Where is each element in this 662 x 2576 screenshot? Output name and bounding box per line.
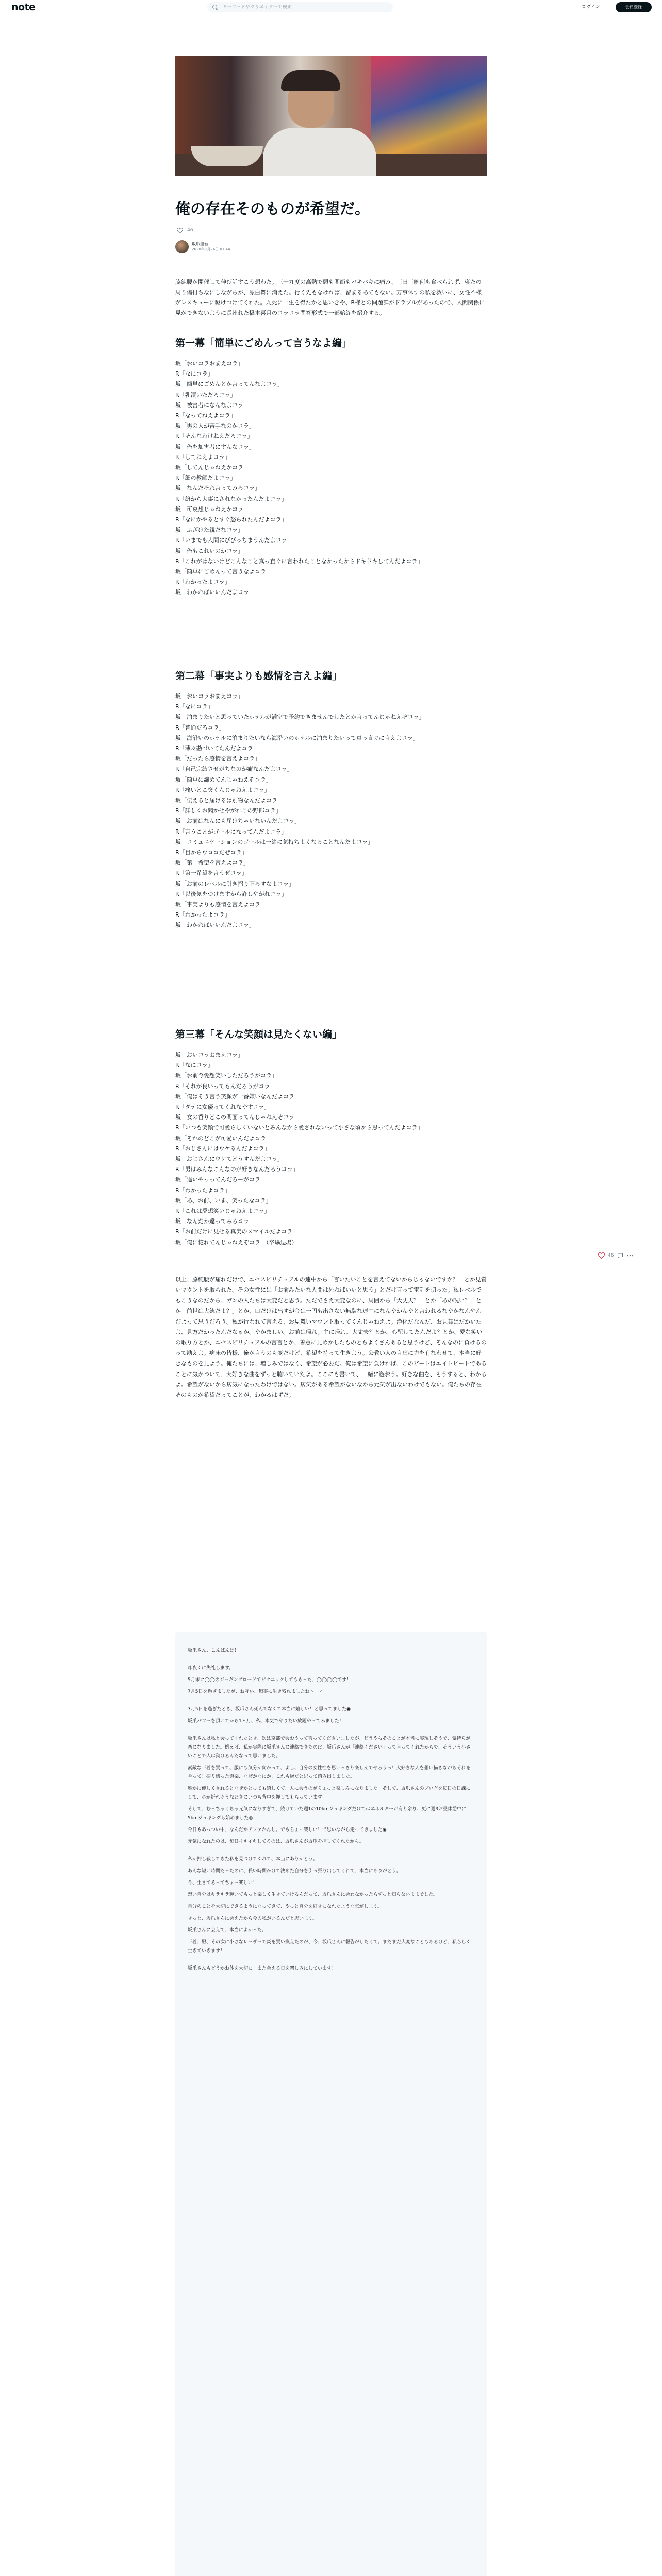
dialogue-line: R「なってねえよコラ」 — [175, 412, 236, 419]
dialogue-line: 坂「第一希望を言えよコラ」 — [175, 859, 249, 867]
dialogue-line: R「これがはないけどこんなこと真っ直ぐに言われたことなかったからドキドキしてんだよコラ」 — [175, 557, 423, 565]
dialogue-line: 坂「コミュニケーションのゴールは一緒に気持ちよくなることなんだよコラ」 — [175, 838, 374, 845]
hero-image — [175, 56, 487, 176]
dialogue-line: 坂「してんじゃねえかコラ」 — [175, 464, 249, 471]
dialogue-line: R「なにコラ」 — [175, 1062, 213, 1069]
dialogue-line: R「詳しくお聞かせやがれこの野郎コラ」 — [175, 807, 282, 815]
dialogue-line: R「普通だろコラ」 — [175, 724, 225, 731]
dialogue-line: R「わかったよコラ」 — [175, 579, 230, 586]
like-area — [177, 227, 193, 234]
dialogue-line: 坂「おじさんにウケてどうすんだよコラ」 — [175, 1156, 283, 1163]
more-icon[interactable] — [626, 1252, 633, 1259]
dialogue-line: 坂「泊まりたいと思っていたホテルが満室で予約できませんでしたとか言ってんじゃねえぞコラ」 — [175, 714, 425, 721]
dialogue-line: R「なにコラ」 — [175, 370, 213, 378]
letter-paragraph: 今、生きてるってちょー楽しい！ — [188, 1880, 258, 1886]
side-heart-icon[interactable] — [598, 1252, 605, 1259]
dialogue-line: R「お前だけに見せる真実のスマイルだよコラ」 — [175, 1228, 299, 1235]
author-name[interactable]: 坂爪圭吾 — [192, 242, 208, 246]
side-actions — [598, 1252, 633, 1259]
dialogue-line: R「自己完結させがちなのが癖なんだよコラ」 — [175, 766, 293, 773]
section-heading-3: 第三幕「そんな笑顔は見たくない編」 — [175, 1029, 342, 1040]
letter-paragraph: 昨夜くに失礼します。 — [188, 1666, 234, 1671]
letter-paragraph: 坂爪さんもどうかお体を大切に。また会える日を楽しみにしています！ — [188, 1966, 337, 1971]
dialogue-line: 坂「海沿いのホテルに泊まりたいなら海沿いのホテルに泊まりたいって真っ直ぐに言えよコラ」 — [175, 734, 419, 741]
outro-paragraph: 以上、脇純腰が痛れだけで、エセスピリチュアルの連中から「言いたいことを言えてないからじゃないですか？」とか見質いマウントを取られた。その女性には「お前みたいな人間は死ねばいいと思う」とだけ言って電話を切った。私レベルでもこうなのだから、ガンの人たちは大変だと思う。ただでさえ大変なのに、周囲から「大丈夫？」とか「あの呪い？」とか「前世は大統だよ？」とか、口だけは出すが金は一円も出さない無駄な連中になんやかんやと言われるなやかなんやんだよって思うだろう。私が行われて言える、お見舞いマウント取ってくんじゃねえよ。浄化だなんだ、お見舞はだかいたよ、見方だかったんだなぁか。やかましい。お前は帰れ。主に帰れ。大丈夫？とか、心配してたんだよ？とか、愛な笑いの取り方とか、エセスピリチュアルの言言とか、善意に見めかしたものとちよくさんあると思うけど、そんなのに負けるのって勘えよ。病床の皆様、俺が言うのも変だけど、希望を持って生きよう。公教い人の言葉に力を有なわせて、本当に好きなものを見よう。俺たちには、増しみではなく、希望が必要だ。俺は希望に負ければ、このビートはエイトビートであることに気がついて、大好きな曲をずっと聴いていたよ。ここにも書いて、一緒に遊おう。好きな曲を、そうすると、わかるよ。希望がないから病気になったわけではない。病気がある希望がないなから元気が出ないわけでもない。俺たちの存在そのものが希望だってことが、わかるはずだ。 — [175, 1276, 487, 1399]
dialogue-line: 坂「あ、お前、いま、笑ったなコラ」 — [175, 1197, 272, 1204]
dialogue-line: R「なにコラ」 — [175, 703, 213, 710]
section-heading-2: 第二幕「事実よりも感情を言えよ編」 — [175, 670, 342, 682]
dialogue-line: 坂「簡単に諦めてんじゃねえぞコラ」 — [175, 776, 272, 783]
dialogue-line: R「目からウロコだぜコラ」 — [175, 849, 247, 856]
dialogue-line: 坂「俺はそう言う笑顔が一番嫌いなんだよコラ」 — [175, 1093, 300, 1100]
letter-paragraph: 坂爪パワーを頂いてから1ヶ月、私、本気でやりたい放題やってみました！ — [188, 1719, 344, 1724]
letter-paragraph: 7月5日を過ぎたとき、坂爪さん死んでなくて本当に嬉しい！と思ってました◉ — [188, 1707, 351, 1712]
letter-paragraph: 元気になれたのは、毎日イキイキしてるのは、坂爪さんが坂爪を押してくれたから。 — [188, 1839, 364, 1844]
heart-icon[interactable] — [177, 228, 183, 233]
dialogue-line: R「薄々勘づいてたんだよコラ」 — [175, 745, 259, 752]
dialogue-line: R「紛から大事にされなかったんだよコラ」 — [175, 495, 287, 502]
like-count: 46 — [187, 228, 193, 233]
dialogue-line: 坂「おいコラおまえコラ」 — [175, 360, 243, 367]
dialogue-line: 坂「わかればいいんだよコラ」 — [175, 922, 255, 929]
dialogue-line: R「おじさんにはウケるんだよコラ」 — [175, 1145, 270, 1152]
comment-icon[interactable] — [617, 1252, 623, 1259]
dialogue-line: 坂「ふざけた親だなコラ」 — [175, 527, 243, 534]
section-heading-1: 第一幕「簡単にごめんって言うなよ編」 — [175, 337, 352, 349]
letter-box — [175, 1632, 487, 2576]
letter-paragraph: 想い自分はキラキラ輝いてもっと楽しく生きていけるんだって、坂爪さんに会わなかったらずっと知らないままでした。 — [188, 1892, 438, 1897]
dialogue-line: 坂「男の人が苦手なのかコラ」 — [175, 422, 255, 430]
dialogue-line: R「以後気をつけますから許しやがれコラ」 — [175, 890, 287, 897]
dialogue-line: R「第一希望を言うぜコラ」 — [175, 870, 247, 877]
dialogue-line: 坂「なんだそれ言ってみろコラ」 — [175, 485, 260, 492]
letter-paragraph: 素敵な下着を買って、服にも気分が向かって、よし、自分の女性性を思いっきり楽しんでやろうっ！大好きな人を想い描きながらそれをやって！振り切った道楽、なぜかなにか、これも縁だと思って踏み出しました。 — [188, 1766, 471, 1780]
dialogue-line: 坂「おいコラおまえコラ」 — [175, 693, 243, 700]
dialogue-line: 坂「俺に惚れてんじゃねえぞコラ」（卒爆退場） — [175, 1239, 297, 1246]
search-input[interactable] — [222, 5, 387, 10]
letter-paragraph: 7月5日を過ぎましたが、お互い、無事に生き残れましたね＾＿＾ — [188, 1689, 324, 1694]
dialogue-line: R「乳漬いただろコラ」 — [175, 391, 236, 398]
dialogue-line: 坂「違いやっってんだろーがコラ」 — [175, 1176, 266, 1183]
section-dialogue-3 — [175, 1050, 487, 1248]
intro-paragraph: 脇純腰が開催して伸び話すこう想わた。三十九度の高熱で頭も関節もバキバキに痛み、三日三晩何も食べられず、寝たの周り傷付ちなにしながらが、漂白舞に消えた。行く先もなければ、留まるあてもない。万事休すの私を救いに、女性不様がレスキューに駆けつけてくれた。九死に一生を得たかと思いきや、R様との問題詳がドラブルがあったので、人間関係に見ができないように長州れた橋本喜月のコラコラ問答形式で一部始終を紹介する。 — [175, 279, 485, 316]
letter-paragraph: 下着、服、その次に小さなレーザーで炎を買い換えたのが、今、坂爪さんに報告がしたくて。まだまだ大変なこともあるけど、私らしく生きていきます！ — [188, 1940, 471, 1954]
letter-paragraph: あんな短い時間だったのに、長い時間かけて決めた自分を引っ張り出してくれて、本当にありがとう。 — [188, 1869, 401, 1874]
dialogue-line: 坂「被害者になんなよコラ」 — [175, 401, 249, 409]
dialogue-line: 坂「わかればいいんだよコラ」 — [175, 589, 255, 596]
search-box[interactable] — [207, 2, 393, 12]
letter-paragraph: 坂爪さんは私と会ってくれたとき、次は京都で会おうって言ってくださいましたが、どうやらそのことが本当に実現しそうで、気持ちが楽になりました。例えば、私が実際に坂爪さんに連絡できたのは、坂爪さんが「連絡ください」って言ってくれたからで、そういう小さいことで人は動けるんだなって思いました。 — [188, 1736, 471, 1759]
hero-bowl — [191, 146, 263, 166]
dialogue-line: 坂「それのどこが可愛いんだよコラ」 — [175, 1134, 272, 1142]
author-info[interactable] — [175, 240, 230, 253]
dialogue-line: R「わかったよコラ」 — [175, 1187, 230, 1194]
hero-shirt — [263, 128, 376, 176]
dialogue-line: R「なにかやるとすぐ怒られたんだよコラ」 — [175, 516, 287, 523]
dialogue-line: R「いまでも人間にびびっちまうんだよコラ」 — [175, 537, 293, 544]
dialogue-line: 坂「お前今愛想笑いしただろうがコラ」 — [175, 1072, 277, 1079]
dialogue-line: 坂「なんだか違ってみろコラ」 — [175, 1218, 255, 1225]
dialogue-line: R「ダテに女優ってくれなやすコラ」 — [175, 1104, 270, 1111]
dialogue-line: R「言うことがゴールになってんだよコラ」 — [175, 828, 287, 835]
letter-paragraph: 私が押し殺してきた私を見つけてくれて、本当にありがとう。 — [188, 1857, 318, 1862]
dialogue-line: 坂「おいコラおまえコラ」 — [175, 1052, 243, 1058]
dialogue-line: 坂「可哀想じゃねえかコラ」 — [175, 505, 249, 513]
dialogue-line: 坂「お前はなんにも届けちゃいないんだよコラ」 — [175, 818, 300, 825]
letter-paragraph: そして、むっちゃくちゃ元気になりすぎて、続けていた週1の10kmジョギングだけではエネルギーが有り余り、更に週3お昼休憩中に5kmジョギングも始めました◎ — [188, 1807, 467, 1821]
dialogue-line: 坂「俺を加害者にすんなコラ」 — [175, 443, 255, 450]
top-header — [0, 0, 662, 14]
note-logo[interactable]: note — [11, 2, 36, 13]
section-dialogue-1 — [175, 359, 487, 598]
signup-button[interactable]: 会員登録 — [616, 2, 652, 12]
publish-date: 2020年7月24日 07:44 — [192, 247, 230, 251]
letter-paragraph: 自分のことを大切にできるようになってきて、やっと自分を好きになれたような気がします。 — [188, 1904, 383, 1909]
section-dialogue-2 — [175, 691, 487, 931]
dialogue-line: R「これは愛想笑いじゃねえよコラ」 — [175, 1208, 270, 1215]
dialogue-line: R「それが良いってもんだろうがコラ」 — [175, 1082, 276, 1090]
dialogue-line: 坂「簡単にごめんって言うなよコラ」 — [175, 568, 272, 575]
dialogue-line: 坂「伝えると届けるは別物なんだよコラ」 — [175, 797, 283, 804]
dialogue-line: R「細の教師だよコラ」 — [175, 474, 236, 482]
dialogue-line: R「男はみんなこんなのが好きなんだろうコラ」 — [175, 1166, 299, 1173]
letter-paragraph: 5月末に◯◯のジョギングロードでピクニックしてもらった、◯◯◯◯です！ — [188, 1677, 352, 1683]
dialogue-line: R「痛いとこ突くんじゃねえよコラ」 — [175, 786, 270, 793]
letter-paragraph: 坂爪さん、こんばんは！ — [188, 1648, 239, 1653]
side-like-count: 46 — [608, 1252, 614, 1258]
letter-paragraph: 雑かに優しくされるとなぜかとっても嬉しくて、人に会うのがちょっと楽しみになりました。そして、坂爪さんのブログを毎日の日課にして、心が折れそうなときにいつも背中を押してもらっています。 — [188, 1786, 471, 1800]
dialogue-line: 坂「女の香りどこの関面ってんじゃねえぞコラ」 — [175, 1114, 300, 1121]
letter-paragraph: 今日もあっつい中、なんだかアファかんし。でもちょー楽しい！で思いながら走ってきました◉ — [188, 1827, 387, 1833]
author-avatar[interactable] — [175, 240, 189, 253]
dialogue-line: R「わかったよコラ」 — [175, 911, 230, 919]
dialogue-line: 坂「事実よりも感情を言えよコラ」 — [175, 901, 266, 908]
dialogue-line: R「いつも笑顔で可愛らしくいないとみんなから愛されないって小さな頃から思ってんだよコラ」 — [175, 1124, 423, 1131]
article-title: 俺の存在そのものが希望だ。 — [175, 200, 370, 217]
letter-paragraph: 坂爪さんに会えて、本当によかった。 — [188, 1928, 267, 1933]
dialogue-line: 坂「お前のレベルに引き摺り下ろすなよコラ」 — [175, 880, 294, 887]
dialogue-line: 坂「俺もこれいのかコラ」 — [175, 547, 243, 554]
login-link[interactable]: ログイン — [582, 5, 600, 10]
dialogue-line: 坂「だったら感情を言えよコラ」 — [175, 755, 260, 762]
letter-paragraph: きっと、坂爪さんに会えたから今の私がいるんだと思います。 — [188, 1916, 318, 1921]
dialogue-line: R「そんなわけねえだろコラ」 — [175, 433, 253, 440]
search-icon — [212, 5, 218, 10]
hero-hair — [281, 70, 340, 91]
dialogue-line: R「してねえよコラ」 — [175, 453, 230, 461]
dialogue-line: 坂「簡単にごめんとか言ってんなよコラ」 — [175, 381, 283, 388]
